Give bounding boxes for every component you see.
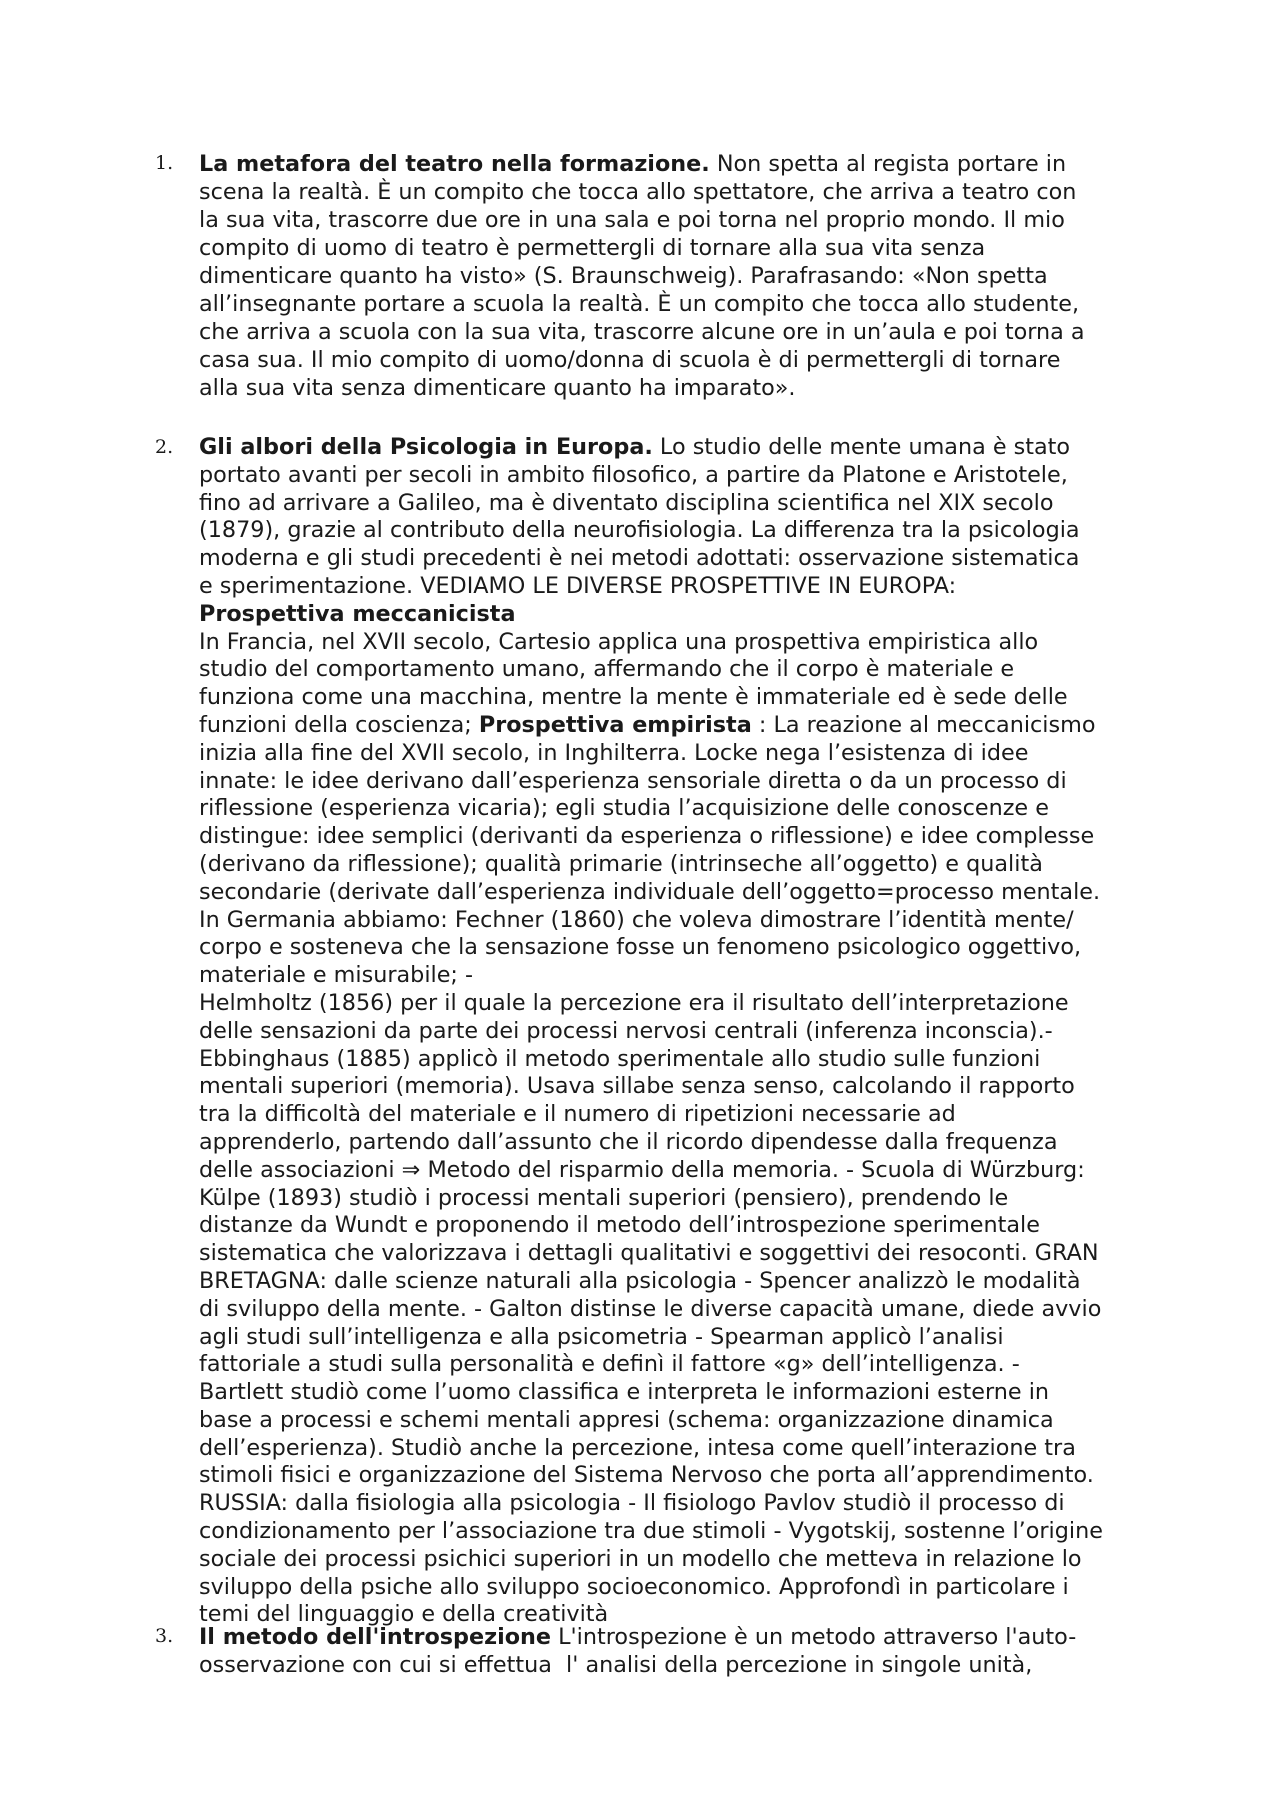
- text-line: [199, 601, 1159, 629]
- text-line: delle associazioni ⇒ Metodo del risparmio della memoria. - Scuola di Würzburg:: [199, 1156, 1085, 1183]
- text-line: dimenticare quanto ha visto» (S. Braunschweig). Parafrasando: «Non spetta: [199, 263, 1048, 289]
- item-heading: Gli albori della Psicologia in Europa.: [199, 434, 653, 460]
- text-line: Bartlett studiò come l’uomo classifica e interpreta le informazioni esterne in: [199, 1379, 1050, 1406]
- text-line: In Francia, nel XVII secolo, Cartesio applica una prospettiva empiristica allo: [199, 628, 1039, 655]
- list-item: [199, 434, 1159, 1629]
- text-line: secondarie (derivate dall’esperienza individuale dell’oggetto=processo mentale.: [199, 878, 1101, 905]
- text-line: portato avanti per secoli in ambito filosofico, a partire da Platone e Aristotele,: [199, 461, 1068, 488]
- item-heading: La metafora del teatro nella formazione.: [199, 151, 710, 177]
- subheading: Prospettiva empirista: [478, 711, 752, 738]
- text-line: sociale dei processi psichici superiori in un modello che metteva in relazione lo: [199, 1545, 1082, 1572]
- text-line: fino ad arrivare a Galileo, ma è diventato disciplina scientifica nel XIX secolo: [199, 489, 1054, 516]
- text-line: scena la realtà. È un compito che tocca allo spettatore, che arriva a teatro con: [199, 179, 1077, 205]
- text-line: delle sensazioni da parte dei processi nervosi centrali (inferenza inconscia).-: [199, 1017, 1053, 1044]
- text-line: base a processi e schemi mentali appresi (schema: organizzazione dinamica: [199, 1406, 1054, 1433]
- text-line: alla sua vita senza dimenticare quanto ha imparato».: [199, 375, 796, 401]
- text-line: compito di uomo di teatro è permettergli di tornare alla sua vita senza: [199, 235, 986, 261]
- text-line: temi del linguaggio e della creatività: [199, 1601, 609, 1628]
- text-line: Külpe (1893) studiò i processi mentali superiori (pensiero), prendendo le: [199, 1184, 1009, 1211]
- subheading: Prospettiva meccanicista: [199, 600, 516, 627]
- text-line: la sua vita, trascorre due ore in una sala e poi torna nel proprio mondo. Il mio: [199, 207, 1065, 233]
- list-item: [199, 150, 1159, 402]
- text-line: riflessione (esperienza vicaria); egli studia l’acquisizione delle conoscenze e: [199, 795, 1049, 822]
- text-line: mentali superiori (memoria). Usava sillabe senza senso, calcolando il rapporto: [199, 1073, 1075, 1100]
- list-number: 3.: [155, 1625, 174, 1647]
- text-line: distanze da Wundt e proponendo il metodo dell’introspezione sperimentale: [199, 1212, 1040, 1239]
- text-line: RUSSIA: dalla fisiologia alla psicologia - Il fisiologo Pavlov studiò il processo di: [199, 1490, 1065, 1517]
- text-line: moderna e gli studi precedenti è nei metodi adottati: osservazione sistematica: [199, 545, 1080, 572]
- text-line: corpo e sosteneva che la sensazione fosse un fenomeno psicologico oggettivo,: [199, 934, 1082, 961]
- text-line: condizionamento per l’associazione tra due stimoli - Vygotskij, sostenne l’origine: [199, 1518, 1103, 1545]
- text-line: osservazione con cui si effettua l' analisi della percezione in singole unità,: [199, 1652, 1033, 1678]
- text-line: sistematica che valorizzava i dettagli qualitativi e soggettivi dei resoconti. GRAN: [199, 1240, 1099, 1267]
- text-line: (derivano da riflessione); qualità primarie (intrinseche all’oggetto) e qualità: [199, 850, 1043, 877]
- list-number: 2.: [155, 436, 174, 458]
- text-line: La metafora del teatro nella formazione. Non spetta al regista portare in: [199, 151, 1067, 177]
- text-line: che arriva a scuola con la sua vita, trascorre alcune ore in un’aula e poi torna a: [199, 319, 1085, 345]
- text-line: sviluppo della psiche allo sviluppo socioeconomico. Approfondì in particolare i: [199, 1573, 1069, 1600]
- text-line: e sperimentazione. VEDIAMO LE DIVERSE PROSPETTIVE IN EUROPA:: [199, 572, 957, 599]
- text-line: fattoriale a studi sulla personalità e definì il fattore «g» dell’intelligenza. -: [199, 1351, 1020, 1378]
- text-line: studio del comportamento umano, affermando che il corpo è materiale e: [199, 656, 1015, 683]
- text-line: BRETAGNA: dalle scienze naturali alla psicologia - Spencer analizzò le modalità: [199, 1267, 1081, 1294]
- text-line: agli studi sull’intelligenza e alla psicometria - Spearman applicò l’analisi: [199, 1323, 1004, 1350]
- item-heading: Il metodo dell'introspezione: [199, 1624, 552, 1650]
- text-line: In Germania abbiamo: Fechner (1860) che voleva dimostrare l’identità mente/: [199, 906, 1074, 933]
- text-line: apprenderlo, partendo dall’assunto che il ricordo dipendesse dalla frequenza: [199, 1128, 1058, 1155]
- text-line: inizia alla fine del XVII secolo, in Inghilterra. Locke nega l’esistenza di idee: [199, 739, 1029, 766]
- text-line: all’insegnante portare a scuola la realtà. È un compito che tocca allo studente,: [199, 291, 1080, 317]
- text-line: tra la difficoltà del materiale e il numero di ripetizioni necessarie ad: [199, 1101, 956, 1128]
- text-line: distingue: idee semplici (derivanti da esperienza o riflessione) e idee complesse: [199, 823, 1095, 850]
- text-line: Il metodo dell'introspezione L'introspezione è un metodo attraverso l'auto-: [199, 1624, 1077, 1650]
- text-line: Ebbinghaus (1885) applicò il metodo sperimentale allo studio sulle funzioni: [199, 1045, 1041, 1072]
- text-line: innate: le idee derivano dall’esperienza sensoriale diretta o da un processo di: [199, 767, 1067, 794]
- text-line: materiale e misurabile; -: [199, 962, 474, 989]
- text-line: (1879), grazie al contributo della neurofisiologia. La differenza tra la psicologia: [199, 517, 1080, 544]
- text-line: stimoli fisici e organizzazione del Sistema Nervoso che porta all’apprendimento.: [199, 1462, 1094, 1489]
- text-line: dell’esperienza). Studiò anche la percezione, intesa come quell’interazione tra: [199, 1434, 1076, 1461]
- text-line: di sviluppo della mente. - Galton distinse le diverse capacità umane, diede avvio: [199, 1295, 1102, 1322]
- text-line: casa sua. Il mio compito di uomo/donna di scuola è di permettergli di tornare: [199, 347, 1061, 373]
- text-line: funzioni della coscienza; Prospettiva empirista : La reazione al meccanicismo: [199, 711, 1096, 738]
- text-line: Helmholtz (1856) per il quale la percezione era il risultato dell’interpretazione: [199, 989, 1069, 1016]
- text-line: Gli albori della Psicologia in Europa. Lo studio delle mente umana è stato: [199, 434, 1071, 460]
- text-line: funziona come una macchina, mentre la mente è immateriale ed è sede delle: [199, 684, 1068, 711]
- list-item: [199, 1623, 1159, 1679]
- list-number: 1.: [155, 152, 174, 174]
